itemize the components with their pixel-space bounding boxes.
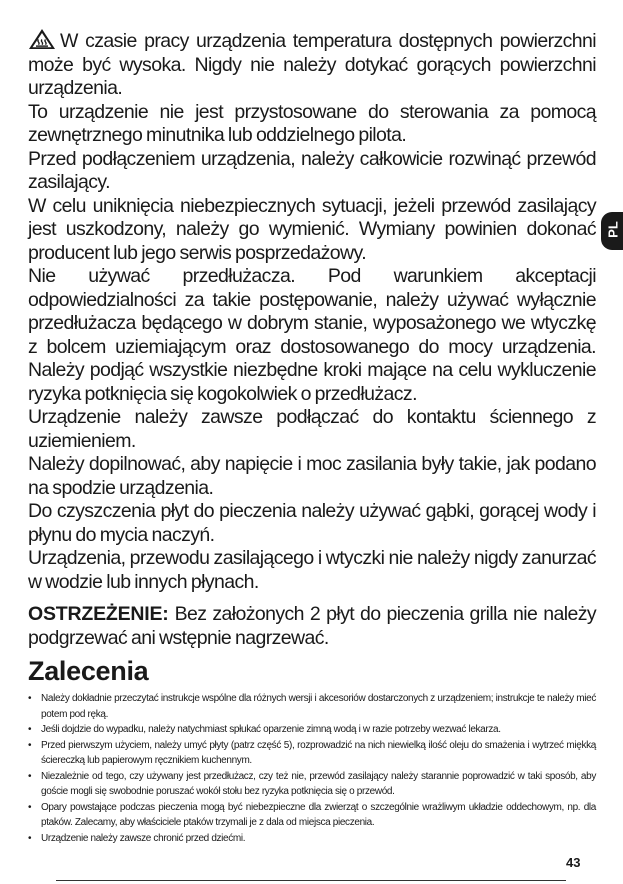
warning-text: Bez założonych 2 płyt do pieczenia grilla nie należy podgrzewać ani wstępnie nagrzewać. <box>28 603 596 649</box>
list-item: • Urządzenie należy zawsze chronić przed dziećmi. <box>28 831 596 847</box>
warning-paragraph <box>28 603 596 650</box>
hot-surface-warning-icon <box>28 28 56 50</box>
safety-paragraph-damaged-cord: W celu uniknięcia niebezpiecznych sytuacji, jeżeli przewód zasilający jest uszkodzony, należy go wymienić. Wymiany powinien dokonać producent lub jego serwis posprzedażowy. <box>28 194 596 264</box>
list-item: • Jeśli dojdzie do wypadku, należy natychmiast spłukać oparzenie zimną wodą i w razie potrzeby wezwać lekarza. <box>28 722 596 738</box>
safety-paragraph-earthed-socket: Urządzenie należy zawsze podłączać do kontaktu ściennego z uziemieniem. <box>28 406 596 452</box>
list-item: • Niezależnie od tego, czy używany jest przedłużacz, czy też nie, przewód zasilający należy starannie poprowadzić w taki sposób, aby goście mogli się swobodnie poruszać wokół stołu bez ryzyka potknięcia się o przewód. <box>28 769 596 800</box>
list-item: • Opary powstające podczas pieczenia mogą być niebezpieczne dla zwierząt o szczególnie wrażliwym układzie oddechowym, np. dla ptaków. Zalecamy, aby właściciele ptaków trzymali je z dala od miejsca pieczenia. <box>28 800 596 831</box>
safety-paragraph-hot-surface: W czasie pracy urządzenia temperatura dostępnych powierzchni może być wysoka. Nigdy nie należy dotykać gorących powierzchni urządzenia. <box>28 30 596 99</box>
page-number: 43 <box>566 855 581 870</box>
page-content <box>28 28 596 846</box>
warning-label: OSTRZEŻENIE: <box>28 603 169 625</box>
recommendations-list <box>28 691 596 846</box>
safety-paragraph-timer: To urządzenie nie jest przystosowane do sterowania za pomocą zewnętrznego minutnika lub oddzielnego pilota. <box>28 100 596 146</box>
list-item: • Przed pierwszym użyciem, należy umyć płyty (patrz część 5), rozprowadzić na nich niewielką ilość oleju do smażenia i wytrzeć miękką ściereczką lub papierowym ręcznikiem kuchennym. <box>28 738 596 769</box>
recommendations-heading: Zalecenia <box>28 656 149 686</box>
language-tab-label: PL <box>605 221 621 238</box>
list-item: • Należy dokładnie przeczytać instrukcje wspólne dla różnych wersji i akcesoriów dostarczonych z urządzeniem; instrukcje te należy mieć potem pod ręką. <box>28 691 596 722</box>
safety-paragraph-immersion: Urządzenia, przewodu zasilającego i wtyczki nie należy nigdy zanurzać w wodzie lub innych płynach. <box>28 547 596 593</box>
language-tab <box>601 212 623 250</box>
safety-paragraph-voltage: Należy dopilnować, aby napięcie i moc zasilania były takie, jak podano na spodzie urządzenia. <box>28 453 596 499</box>
safety-paragraph-unwind-cord: Przed podłączeniem urządzenia, należy całkowicie rozwinąć przewód zasilający. <box>28 147 596 193</box>
safety-paragraph-cleaning: Do czyszczenia płyt do pieczenia należy używać gąbki, gorącej wody i płynu do mycia naczyń. <box>28 500 596 546</box>
footer-divider <box>56 880 566 881</box>
safety-paragraph-extension-cord: Nie używać przedłużacza. Pod warunkiem akceptacji odpowiedzialności za takie postępowanie, należy używać wyłącznie przedłużacza będącego w dobrym stanie, wyposażonego we wtyczkę z bolcem uziemiającym oraz dostosowanego do mocy urządzenia. Należy podjąć wszystkie niezbędne kroki mające na celu wykluczenie ryzyka potknięcia się kogokolwiek o przedłużacz. <box>28 265 596 405</box>
